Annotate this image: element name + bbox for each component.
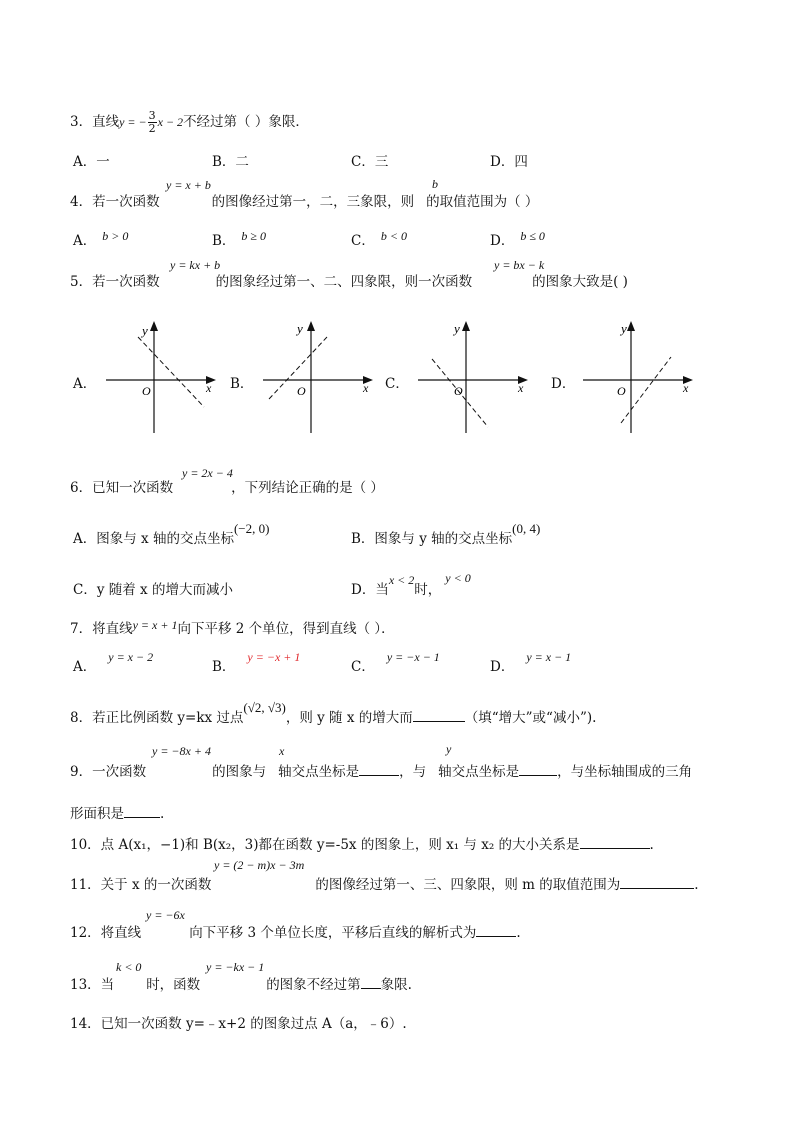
q4-math-c: b < 0: [380, 229, 407, 243]
q5-graph-b[interactable]: [257, 315, 379, 437]
q4-option-c[interactable]: [351, 229, 407, 249]
q3-option-d[interactable]: D．四: [490, 154, 528, 170]
q6-stem: [70, 476, 384, 496]
q6-option-d[interactable]: [351, 571, 471, 598]
q7-label-d: D．: [490, 659, 515, 675]
q13-mid: 时，函数: [146, 977, 201, 993]
q5-label-d[interactable]: D．: [551, 376, 576, 392]
q4-option-d[interactable]: [490, 229, 545, 249]
q12-pre: 12．将直线: [70, 925, 142, 941]
q3-stem: [70, 110, 309, 135]
q12-end: .: [516, 925, 521, 941]
q9-var-y: y: [446, 742, 452, 756]
q7-option-a[interactable]: [73, 650, 154, 675]
q6-option-b-text: B．图象与 y 轴的交点坐标: [351, 531, 513, 547]
y-axis-arrow: [150, 321, 158, 331]
q7-option-b[interactable]: [212, 650, 301, 675]
q6-option-d-pre: D．当: [351, 582, 389, 598]
q10-text: 10．点 A(x₁，−1)和 B(x₂，3)都在函数 y=-5x 的图象上，则 x₁ 与 x₂ 的大小关系是: [70, 837, 580, 853]
q3-option-c[interactable]: C．三: [351, 154, 389, 170]
y-label: y: [621, 321, 627, 336]
q7-math-b-highlighted: y = −x + 1: [247, 650, 301, 664]
q9-line2: [70, 802, 164, 822]
q4-label-c: C．: [351, 233, 375, 249]
q5-graph-d[interactable]: [577, 315, 699, 437]
q4-math-d: b ≤ 0: [520, 229, 545, 243]
graph-line: [621, 357, 671, 423]
q9-pre: 9．一次函数: [70, 764, 147, 780]
q12-stem: [70, 921, 521, 941]
q5-function-1: y = kx + b: [170, 258, 221, 272]
y-axis-arrow: [307, 321, 315, 331]
q8-pre: 8．若正比例函数 y=kx 过点: [70, 710, 244, 726]
q7-label-c: C．: [351, 659, 375, 675]
x-label: x: [363, 381, 369, 395]
q13-answer-blank[interactable]: [361, 976, 381, 989]
q6-option-d-res: y < 0: [445, 571, 471, 585]
q13-stem: [70, 973, 412, 993]
q4-label-a: A．: [73, 233, 97, 249]
q8-stem: [70, 700, 597, 726]
q8-post: ，则 y 随 x 的增大而: [285, 710, 413, 726]
q9-line2-text: 形面积是: [70, 806, 124, 822]
q10-end: .: [649, 837, 654, 853]
q8-answer-blank[interactable]: [413, 709, 465, 722]
q9-blank-area[interactable]: [124, 805, 160, 818]
q7-math-d: y = x − 1: [526, 650, 572, 664]
q9-var-x: x: [279, 744, 285, 758]
q10-answer-blank[interactable]: [580, 836, 650, 849]
q8-tail: （填“增大”或“减小”).: [464, 710, 597, 726]
q12-function: y = −6x: [146, 908, 185, 922]
q7-option-d[interactable]: [490, 650, 572, 675]
q9-function: y = −8x + 4: [152, 744, 211, 758]
q5-label-a[interactable]: A．: [73, 376, 97, 392]
q6-option-a-point: (−2, 0): [233, 521, 270, 536]
q6-option-a[interactable]: [73, 521, 270, 547]
q4-option-a[interactable]: [73, 229, 128, 249]
q9-mid1: 的图象与: [212, 764, 267, 780]
q5-pre: 5．若一次函数: [70, 274, 160, 290]
q7-label-b: B．: [212, 659, 236, 675]
q6-option-d-mid: 时，: [414, 582, 442, 598]
q3-number: 3．直线: [70, 114, 120, 130]
q4-label-d: D．: [490, 233, 515, 249]
x-label: x: [683, 381, 689, 395]
q11-post: 的图像经过第一、三、四象限，则 m 的取值范围为: [315, 877, 621, 893]
q6-option-b-point: (0, 4): [512, 521, 541, 536]
q12-answer-blank[interactable]: [476, 924, 516, 937]
q11-pre: 11．关于 x 的一次函数: [70, 877, 212, 893]
x-label: x: [518, 381, 524, 395]
q9-mid4: 轴交点坐标是: [438, 764, 520, 780]
q3-tail: 不经过第（ ）象限．: [183, 114, 309, 130]
q4-math-b: b ≥ 0: [241, 229, 267, 243]
q11-function: y = (2 − m)x − 3m: [214, 858, 305, 872]
q10-stem: [70, 833, 654, 853]
q9-stem: [70, 760, 692, 780]
q6-post: ，下列结论正确的是（ ）: [231, 480, 384, 496]
q14-stem: 14．已知一次函数 y=﹣x+2 的图象过点 A（a，﹣6）.: [70, 1016, 407, 1032]
q5-label-c[interactable]: C．: [385, 376, 409, 392]
q4-pre: 4．若一次函数: [70, 194, 160, 210]
q7-math-a: y = x − 2: [108, 650, 154, 664]
q9-blank-x-intercept[interactable]: [359, 763, 399, 776]
q7-stem: [70, 617, 395, 637]
q4-stem: [70, 190, 538, 210]
q9-line2-end: .: [160, 806, 165, 822]
q4-mid: 的图像经过第一，二，三象限，则: [211, 194, 415, 210]
q3-frac-den: 2: [148, 122, 156, 135]
q4-post: 的取值范围为（ ）: [426, 194, 539, 210]
y-label: y: [454, 321, 460, 336]
q5-graph-a[interactable]: [100, 315, 222, 437]
q11-stem: [70, 873, 699, 893]
q7-label-a: A．: [73, 659, 97, 675]
y-axis-arrow: [462, 321, 470, 331]
q3-option-b[interactable]: B．二: [212, 154, 249, 170]
x-label: x: [206, 381, 212, 395]
q5-function-2: y = bx − k: [494, 258, 545, 272]
q4-label-b: B．: [212, 233, 236, 249]
q12-post: 向下平移 3 个单位长度，平移后直线的解析式为: [189, 925, 477, 941]
q6-option-c[interactable]: C．y 随着 x 的增大而减小: [73, 582, 233, 598]
y-label: y: [142, 323, 148, 338]
q9-blank-y-intercept[interactable]: [519, 763, 557, 776]
q9-tail: ，与坐标轴围成的三角: [557, 764, 693, 780]
origin-label: O: [142, 384, 151, 398]
q7-option-c[interactable]: [351, 650, 440, 675]
q5-stem: [70, 270, 628, 290]
q11-answer-blank[interactable]: [620, 876, 694, 889]
q4-function: y = x + b: [166, 178, 211, 192]
q7-math-c: y = −x − 1: [386, 650, 440, 664]
q6-option-b[interactable]: [351, 521, 541, 547]
q13-pre: 13．当: [70, 977, 115, 993]
q6-option-d-cond: x < 2: [388, 573, 415, 587]
q4-option-b[interactable]: [212, 229, 266, 249]
q9-mid2: 轴交点坐标是: [278, 764, 360, 780]
q13-post: 的图象不经过第: [266, 977, 361, 993]
q4-var-b: b: [432, 177, 438, 191]
q13-condition: k < 0: [116, 960, 142, 974]
q5-label-b[interactable]: B．: [230, 376, 254, 392]
q7-pre: 7．将直线: [70, 621, 133, 637]
q9-mid3: ，与: [399, 764, 427, 780]
q3-math-rest: x − 2: [157, 115, 184, 129]
y-axis-arrow: [627, 321, 635, 331]
q6-pre: 6．已知一次函数: [70, 480, 174, 496]
q3-frac-num: 3: [148, 109, 156, 122]
q8-point: (√2, √3): [243, 700, 286, 715]
q3-math-y: y = −: [119, 115, 147, 129]
q5-post: 的图象大致是( ): [532, 274, 628, 290]
q7-post: 向下平移 2 个单位，得到直线（ ）．: [177, 621, 395, 637]
q6-option-a-text: A．图象与 x 轴的交点坐标: [73, 531, 234, 547]
origin-label: O: [617, 384, 626, 398]
q5-mid: 的图象经过第一、二、四象限，则一次函数: [215, 274, 473, 290]
q5-graph-c[interactable]: [412, 315, 534, 437]
q3-fraction: [148, 110, 157, 135]
q7-function: y = x + 1: [132, 618, 178, 632]
q4-math-a: b > 0: [102, 229, 129, 243]
q13-end: 象限.: [380, 977, 412, 993]
q6-function: y = 2x − 4: [182, 466, 233, 480]
y-label: y: [297, 321, 303, 336]
q3-option-a[interactable]: A．一: [73, 154, 110, 170]
origin-label: O: [454, 384, 463, 398]
origin-label: O: [297, 384, 306, 398]
q11-end: .: [694, 877, 699, 893]
q13-function: y = −kx − 1: [206, 960, 265, 974]
